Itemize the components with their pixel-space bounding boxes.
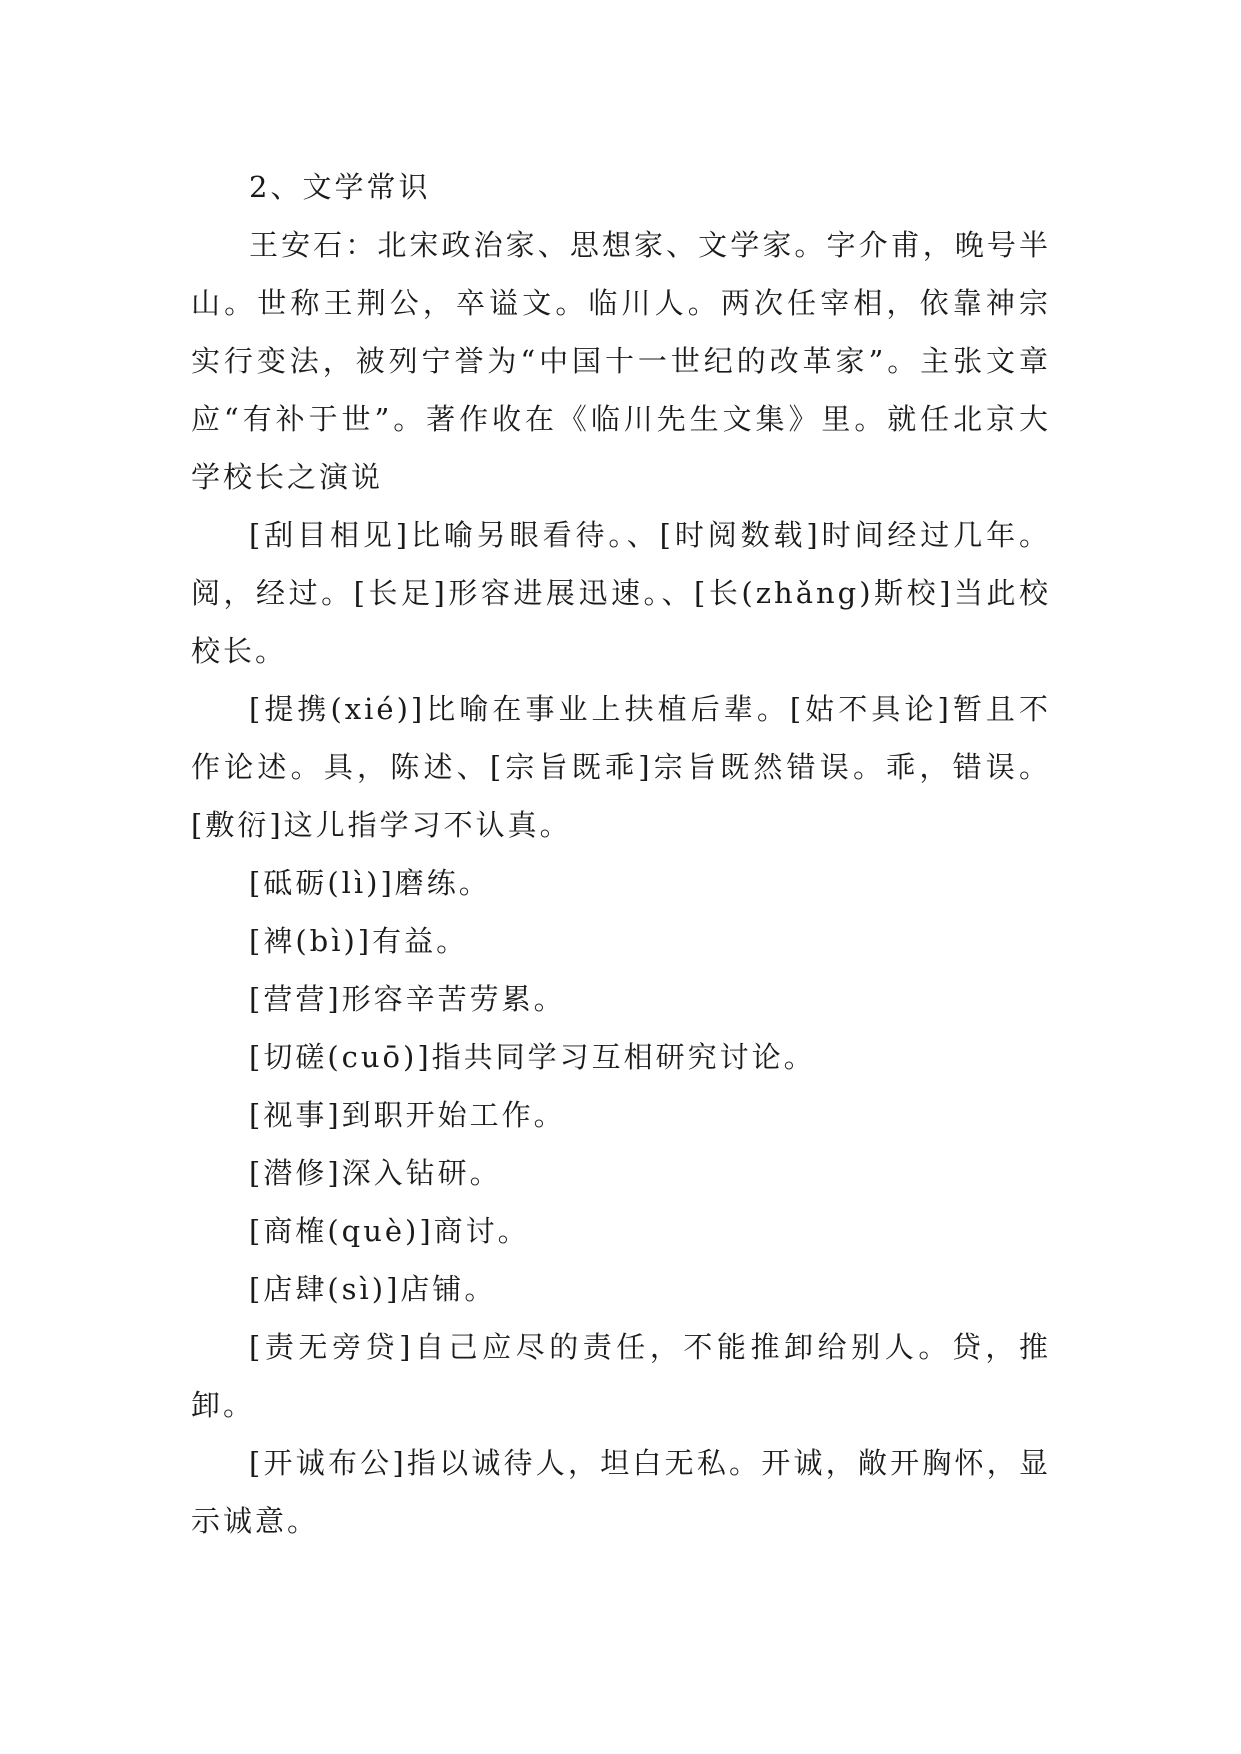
- vocab-entry: [砥砺(lì)]磨练。: [249, 866, 491, 900]
- vocab-entry: [商榷(què)]商讨。: [249, 1214, 530, 1248]
- vocab-entry: [切磋(cuō)]指共同学习互相研究讨论。: [249, 1040, 816, 1074]
- document-page: [191, 158, 1051, 1550]
- vocab-entry: [裨(bì)]有益。: [249, 924, 469, 958]
- vocab-paragraph: [刮目相见]比喻另眼看待。、[时阅数载]时间经过几年。阅，经过。[长足]形容进展迅速。、[长(zhǎng)斯校]当此校校长。: [191, 518, 1051, 668]
- paragraph-wang-anshi: 王安石：北宋政治家、思想家、文学家。字介甫，晚号半山。世称王荆公，卒谥文。临川人。两次任宰相，依靠神宗实行变法，被列宁誉为“中国十一世纪的改革家”。主张文章应“有补于世”。著作收在《临川先生文集》里。就任北京大学校长之演说: [191, 228, 1051, 494]
- vocab-entry: [店肆(sì)]店铺。: [249, 1272, 497, 1306]
- vocab-paragraph: [提携(xié)]比喻在事业上扶植后辈。[姑不具论]暂且不作论述。具，陈述、[宗旨既乖]宗旨既然错误。乖，错误。[敷衍]这儿指学习不认真。: [191, 692, 1051, 842]
- vocab-entry: [营营]形容辛苦劳累。: [249, 982, 566, 1016]
- vocab-entry: [视事]到职开始工作。: [249, 1098, 566, 1132]
- vocab-entry: [开诚布公]指以诚待人，坦白无私。开诚，敞开胸怀，显示诚意。: [191, 1446, 1051, 1538]
- vocab-entry: [潜修]深入钻研。: [249, 1156, 502, 1190]
- section-heading: 2、文学常识: [249, 170, 431, 204]
- vocab-entry: [责无旁贷]自己应尽的责任，不能推卸给别人。贷，推卸。: [191, 1330, 1051, 1422]
